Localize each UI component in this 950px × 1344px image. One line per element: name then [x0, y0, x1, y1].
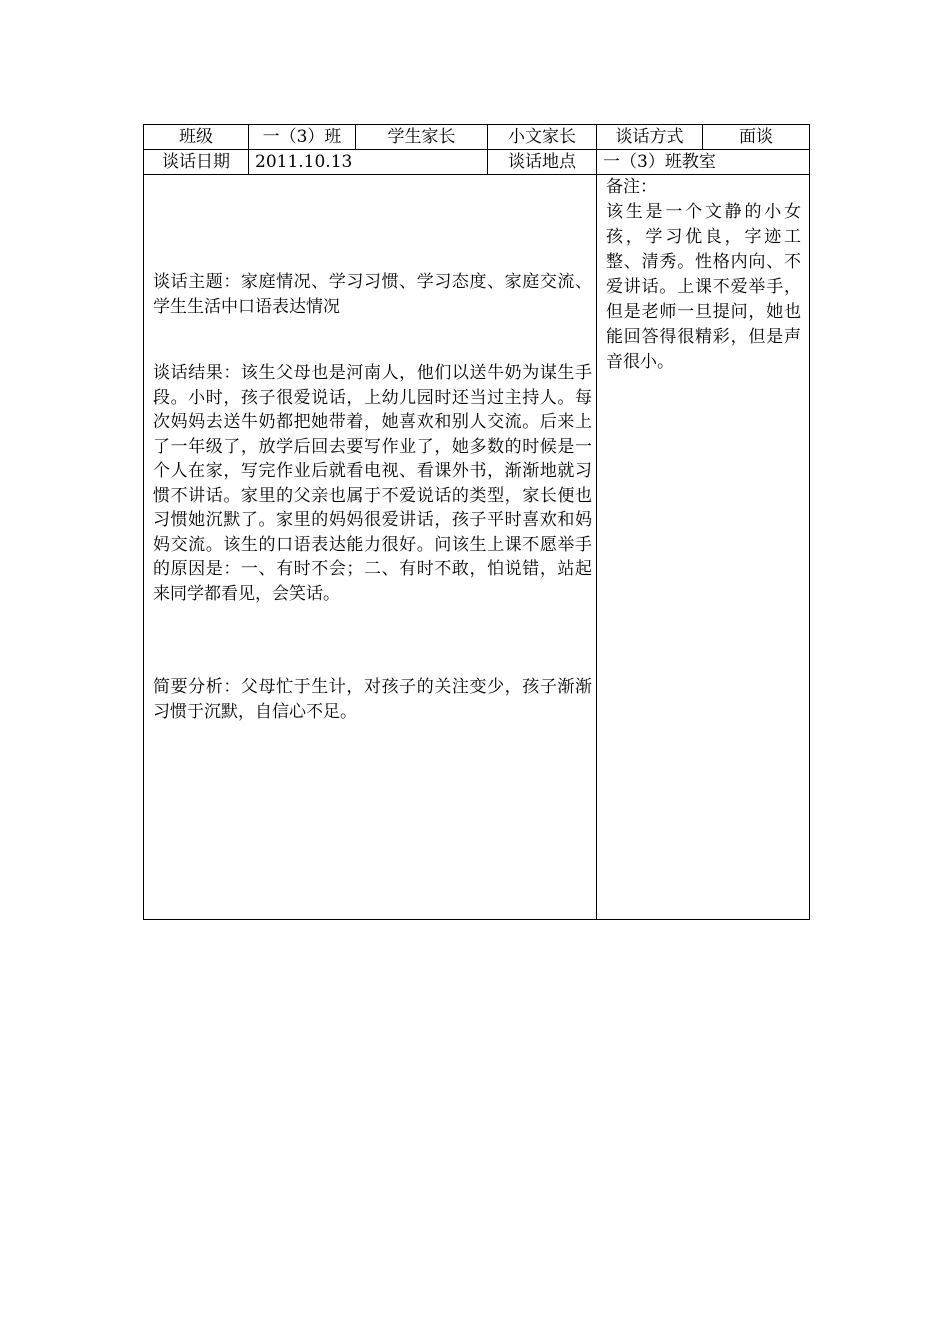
header-row-2	[144, 150, 810, 175]
class-label: 班级	[144, 125, 249, 150]
header-row-1	[144, 125, 810, 150]
conversation-result: 谈话结果：该生父母也是河南人，他们以送牛奶为谋生手段。小时，孩子很爱说话，上幼儿园时还当过主持人。每次妈妈去送牛奶都把她带着，她喜欢和别人交流。后来上了一年级了，放学后回去要写作业了，她多数的时候是一个人在家，写完作业后就看电视、看课外书，渐渐地就习惯不讲话。家里的父亲也属于不爱说话的类型，家长便也习惯她沉默了。家里的妈妈很爱讲话，孩子平时喜欢和妈妈交流。该生的口语表达能力很好。问该生上课不愿举手的原因是：一、有时不会；二、有时不敢，怕说错，站起来同学都看见，会笑话。	[153, 363, 592, 604]
notes-cell	[597, 175, 810, 920]
conversation-content	[144, 175, 597, 920]
place-label: 谈话地点	[488, 150, 597, 175]
conversation-topic: 谈话主题：家庭情况、学习习惯、学习态度、家庭交流、学生生活中口语表达情况	[153, 272, 592, 317]
date-label: 谈话日期	[144, 150, 249, 175]
date-value: 2011.10.13	[249, 150, 488, 175]
parent-value: 小文家长	[488, 125, 597, 150]
parent-label: 学生家长	[356, 125, 488, 150]
conversation-record-table	[143, 124, 810, 920]
notes-label: 备注：	[606, 177, 657, 197]
class-value: 一（3）班	[249, 125, 356, 150]
content-row	[144, 175, 810, 920]
notes-text: 该生是一个文静的小女孩，学习优良，字迹工整、清秀。性格内向、不爱讲话。上课不爱举手，但是老师一旦提问，她也能回答得很精彩，但是声音很小。	[606, 202, 801, 372]
conversation-analysis: 简要分析：父母忙于生计，对孩子的关注变少，孩子渐渐习惯于沉默，自信心不足。	[153, 677, 592, 722]
method-label: 谈话方式	[597, 125, 703, 150]
method-value: 面谈	[703, 125, 810, 150]
place-value: 一（3）班教室	[597, 150, 810, 175]
